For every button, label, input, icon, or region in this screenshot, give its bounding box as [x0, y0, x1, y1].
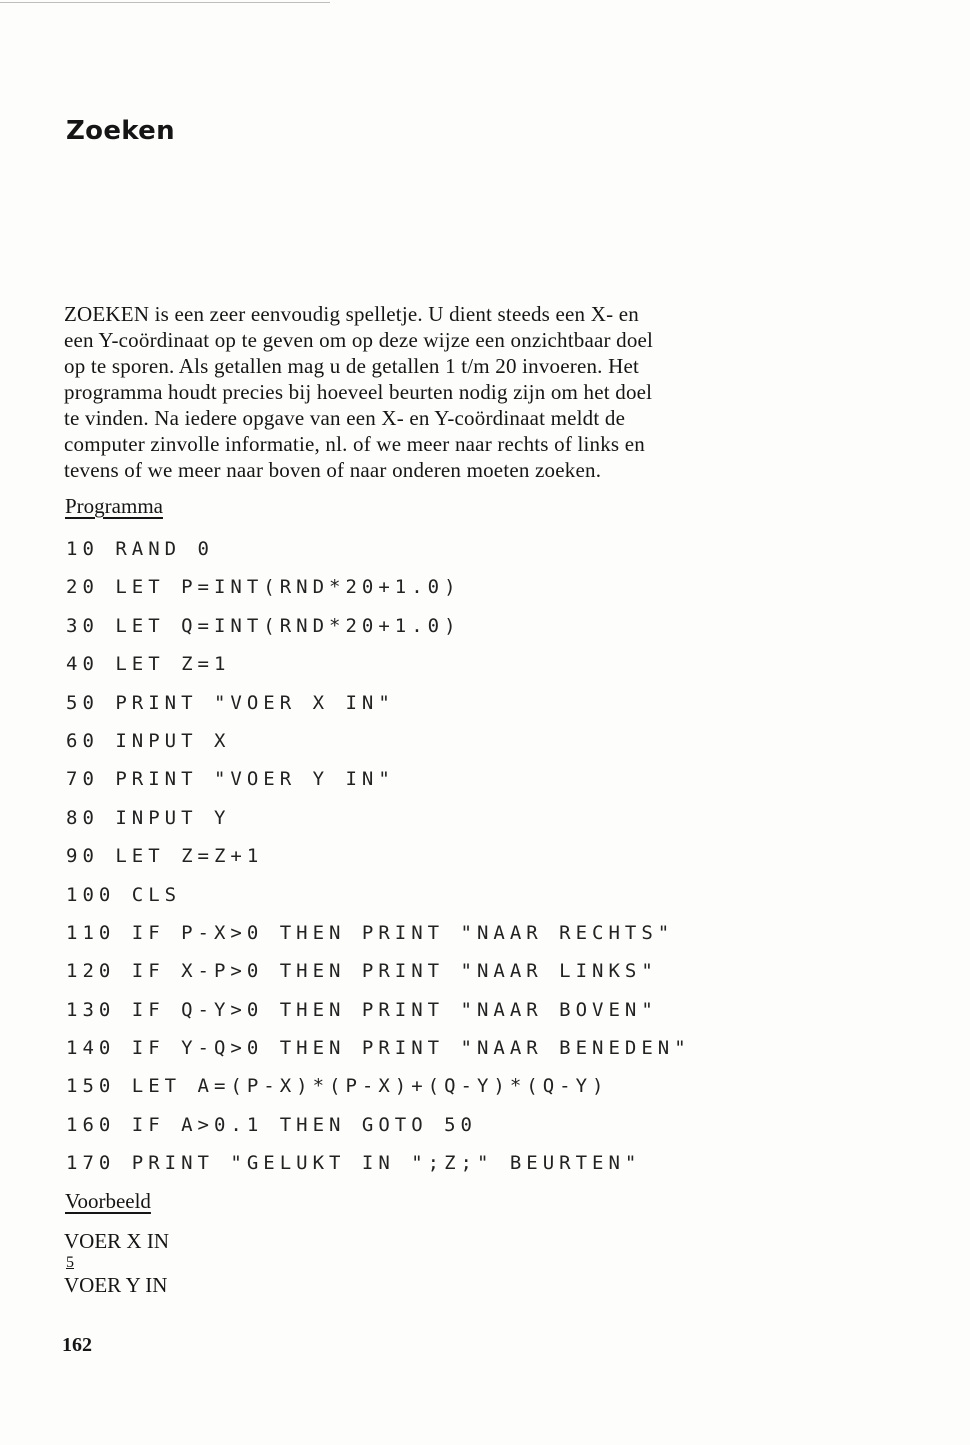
intro-line: tevens of we meer naar boven of naar onderen moeten zoeken.: [64, 458, 602, 482]
intro-line: ZOEKEN is een zeer eenvoudig spelletje. U dient steeds een X- en: [64, 302, 639, 326]
code-line: 100 CLS: [66, 883, 182, 906]
page-edge-line: [0, 2, 330, 3]
intro-paragraph: [64, 301, 864, 483]
code-line: 20 LET P=INT(RND*20+1.0): [66, 576, 461, 599]
code-line: 40 LET Z=1: [66, 653, 231, 676]
page-title: Zoeken: [66, 116, 175, 146]
code-line: 90 LET Z=Z+1: [66, 845, 264, 868]
code-line: 10 RAND 0: [66, 538, 214, 560]
code-line: 110 IF P-X>0 THEN PRINT "NAAR RECHTS": [66, 921, 675, 944]
code-line: 170 PRINT "GELUKT IN ";Z;" BEURTEN": [66, 1152, 642, 1175]
intro-line: op te sporen. Als getallen mag u de getallen 1 t/m 20 invoeren. Het: [64, 354, 640, 378]
page-number: 162: [62, 1334, 92, 1356]
example-prompt-x: VOER X IN: [64, 1229, 169, 1253]
code-line: 150 LET A=(P-X)*(P-X)+(Q-Y)*(Q-Y): [66, 1075, 609, 1098]
code-line: 70 PRINT "VOER Y IN": [66, 768, 395, 791]
intro-line: computer zinvolle informatie, nl. of we meer naar rechts of links en: [64, 432, 645, 456]
intro-line: een Y-coördinaat op te geven om op deze wijze een onzichtbaar doel: [64, 328, 654, 352]
example-prompt-y: VOER Y IN: [64, 1273, 168, 1297]
code-line: 60 INPUT X: [66, 729, 231, 752]
example-output: [64, 1228, 169, 1298]
code-line: 30 LET Q=INT(RND*20+1.0): [66, 614, 461, 637]
example-input-x: 5: [66, 1254, 74, 1271]
code-line: 80 INPUT Y: [66, 806, 231, 829]
program-listing: [66, 536, 691, 1189]
example-heading: Voorbeeld: [65, 1189, 151, 1213]
program-heading: Programma: [65, 494, 163, 518]
intro-line: programma houdt precies bij hoeveel beurten nodig zijn om het doel: [64, 380, 653, 404]
intro-line: te vinden. Na iedere opgave van een X- en Y-coördinaat meldt de: [64, 406, 626, 430]
code-line: 160 IF A>0.1 THEN GOTO 50: [66, 1113, 477, 1136]
code-line: 140 IF Y-Q>0 THEN PRINT "NAAR BENEDEN": [66, 1037, 691, 1060]
code-line: 50 PRINT "VOER X IN": [66, 691, 395, 714]
code-line: 120 IF X-P>0 THEN PRINT "NAAR LINKS": [66, 960, 658, 983]
code-line: 130 IF Q-Y>0 THEN PRINT "NAAR BOVEN": [66, 998, 658, 1021]
